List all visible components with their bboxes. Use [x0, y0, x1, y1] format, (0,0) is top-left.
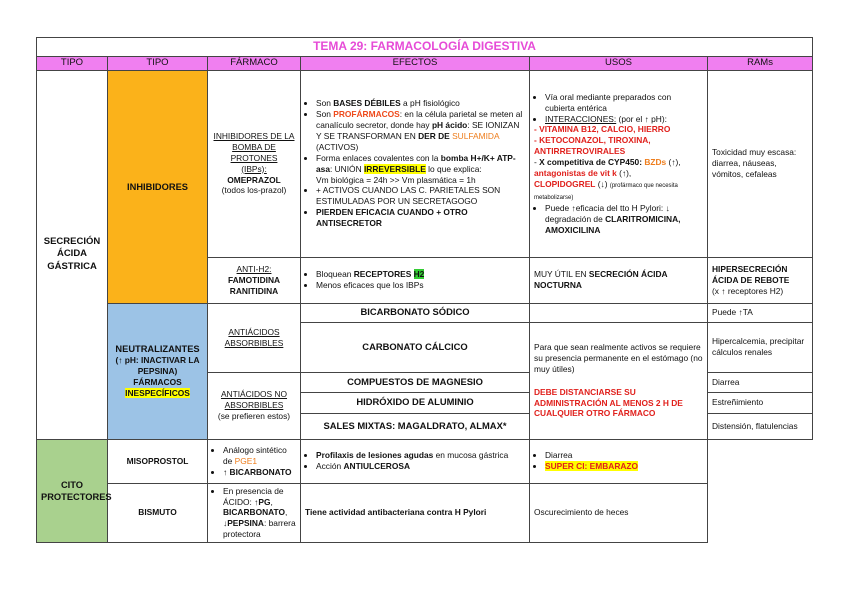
efectos-ibp — [301, 70, 530, 257]
neutralizantes-title: NEUTRALIZANTES — [115, 344, 200, 355]
usos-ibp — [530, 70, 708, 257]
ram-sales-mixtas: Distensión, flatulencias — [708, 413, 813, 439]
miso-uso-2: • Acción ANTIULCEROSA — [316, 461, 525, 472]
efectos-h2 — [301, 257, 530, 303]
neutralizantes-farmacos: FÁRMACOS — [133, 377, 182, 388]
miso-effect-2: • ↑ BICARBONATO — [223, 467, 296, 478]
page-title: TEMA 29: FARMACOLOGÍA DIGESTIVA — [37, 38, 813, 57]
usos-misoprostol — [301, 439, 530, 483]
header-usos: USOS — [530, 56, 708, 70]
header-farmaco: FÁRMACO — [208, 56, 301, 70]
tipo-neutralizantes — [108, 303, 208, 439]
usos-bismuto: Tiene actividad antibacteriana contra H Pylori — [301, 483, 530, 543]
ibp-uso-4: - KETOCONAZOL, TIROXINA, ANTIRRETROVIRALES — [534, 135, 703, 157]
antiacidos-no-absorbibles: ANTIÁCIDOS NO ABSORBIBLES (se prefieren estos) — [208, 372, 301, 439]
miso-ram-1: • Diarrea — [545, 450, 703, 461]
antiacidos-absorbibles: ANTIÁCIDOS ABSORBIBLES — [208, 303, 301, 372]
neutralizantes-uso-1: Para que sean realmente activos se requiere su presencia permanente en el estómago (no muy útiles) — [534, 341, 703, 374]
tipo-inhibidores: INHIBIDORES — [108, 70, 208, 303]
bis-effect-1: • En presencia de ÁCIDO: ↑PG, BICARBONATO, ↓PEPSINA: barrera protectora — [223, 486, 296, 541]
tipo-cito-protectores: CITO PROTECTORES — [37, 439, 108, 543]
ram-ibp: Toxicidad muy escasa: diarrea, náuseas, vómitos, cefaleas — [708, 70, 813, 257]
miso-uso-1: • Profilaxis de lesiones agudas en mucosa gástrica — [316, 450, 525, 461]
ram-h2: HIPERSECRECIÓN ÁCIDA DE REBOTE (x ↑ receptores H2) — [708, 257, 813, 303]
noabs-note: (se prefieren estos) — [217, 411, 291, 422]
ibp-uso-7: • Puede ↑eficacia del tto H Pylori: ↓ degradación de CLARITROMICINA, AMOXICILINA — [545, 203, 703, 236]
ibp-uso-3: - VITAMINA B12, CALCIO, HIERRO — [534, 124, 703, 135]
farmaco-h2 — [208, 257, 301, 303]
pharmacology-table — [36, 37, 813, 543]
header-tipo-2: TIPO — [108, 56, 208, 70]
ram-misoprostol — [530, 439, 708, 483]
usos-neutralizantes-empty — [530, 303, 708, 322]
farmaco-ibp — [208, 70, 301, 257]
ibp-note: (todos los-prazol) — [221, 185, 287, 196]
ram-bismuto: Oscurecimiento de heces — [530, 483, 708, 543]
ibp-effect-4: • + ACTIVOS CUANDO LAS C. PARIETALES SON ESTIMULADAS POR UN SECRETAGOGO — [316, 185, 525, 207]
ibp-effect-1: • Son BASES DÉBILES a pH fisiológico — [316, 98, 525, 109]
usos-h2: MUY ÚTIL EN SECRECIÓN ÁCIDA NOCTURNA — [530, 257, 708, 303]
header-tipo: TIPO — [37, 56, 108, 70]
neutralizantes-inespecificos: INESPECÍFICOS — [125, 388, 190, 399]
miso-ram-2: • SUPER CI: EMBARAZO — [545, 461, 703, 472]
efectos-bismuto — [208, 483, 301, 543]
ram-bicarbonato: Puede ↑TA — [708, 303, 813, 322]
header-rams: RAMs — [708, 56, 813, 70]
ram-carbonato: Hipercalcemia, precipitar cálculos renales — [708, 322, 813, 372]
usos-neutralizantes — [530, 322, 708, 439]
ibp-uso-2: • INTERACCIONES: (por el ↑ pH): — [545, 114, 703, 125]
drug-aluminio: HIDRÓXIDO DE ALUMINIO — [301, 392, 530, 413]
neutralizantes-sub: (↑ pH: INACTIVAR LA PEPSINA) — [115, 355, 200, 377]
tipo-secrecion: SECRECIÓN ÁCIDA GÁSTRICA — [37, 70, 108, 439]
h2-effect-2: • Menos eficaces que los IBPs — [316, 280, 525, 291]
neutralizantes-uso-2: DEBE DISTANCIARSE SU ADMINISTRACIÓN AL MENOS 2 H DE CUALQUIER OTRO FÁRMACO — [534, 386, 683, 419]
drug-bicarbonato: BICARBONATO SÓDICO — [301, 303, 530, 322]
ibp-effect-5: • PIERDEN EFICACIA CUANDO + OTRO ANTISECRETOR — [316, 207, 525, 229]
miso-effect-1: • Análogo sintético de PGE1 — [223, 445, 296, 467]
ibp-uso-1: • Vía oral mediante preparados con cubierta entérica — [545, 92, 703, 114]
farmaco-bismuto: BISMUTO — [108, 483, 208, 543]
efectos-misoprostol — [208, 439, 301, 483]
drug-carbonato: CARBONATO CÁLCICO — [301, 322, 530, 372]
ibp-drug: OMEPRAZOL — [227, 174, 281, 185]
ibp-name: INHIBIDORES DE LA BOMBA DE PROTONES — [213, 130, 295, 163]
ibp-effect-2: • Son PROFÁRMACOS: en la célula parietal se meten al canalículo secretor, donde hay pH ácido: SE IONIZAN Y SE TRANSFORMAN EN DER DE SULFAMIDA (ACTIVOS) — [316, 109, 525, 153]
ram-aluminio: Estreñimiento — [708, 392, 813, 413]
drug-magnesio: COMPUESTOS DE MAGNESIO — [301, 372, 530, 392]
h2-name: ANTI-H2: — [236, 263, 272, 274]
ibp-effect-3: • Forma enlaces covalentes con la bomba H+/K+ ATP-asa: UNIÓN IRREVERSIBLE lo que explica: Vm biológica = 24h >> Vm plasmática = 1h — [316, 153, 525, 186]
ram-magnesio: Diarrea — [708, 372, 813, 392]
h2-drug-2: RANITIDINA — [229, 285, 279, 296]
h2-effect-1: • Bloquean RECEPTORES H2 — [316, 269, 525, 280]
farmaco-misoprostol: MISOPROSTOL — [108, 439, 208, 483]
ibp-abbr: (IBPs): — [241, 163, 267, 174]
header-efectos: EFECTOS — [301, 56, 530, 70]
ibp-uso-5: - X competitiva de CYP450: BZDs (↑), antagonistas de vit k (↑), CLOPIDOGREL (↓) (profármaco que necesita metabolizarse) — [534, 157, 703, 202]
h2-drug-1: FAMOTIDINA — [227, 274, 281, 285]
drug-sales-mixtas: SALES MIXTAS: MAGALDRATO, ALMAX* — [301, 413, 530, 439]
